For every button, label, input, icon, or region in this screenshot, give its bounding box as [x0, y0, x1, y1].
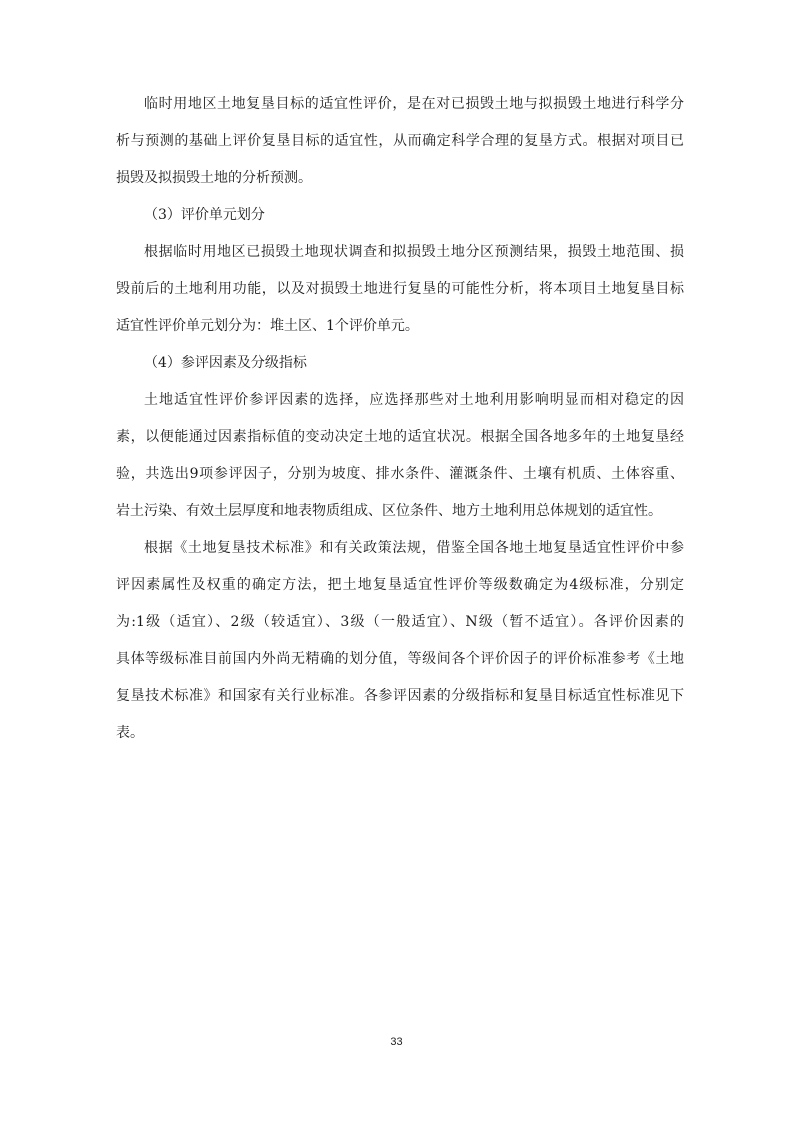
paragraph-factors [116, 382, 684, 530]
heading-text: （3）评价单元划分 [144, 207, 265, 223]
text-line: 土地适宜性评价参评因素的选择，应选择那些对土地利用影响明显而相对稳定的因 [144, 392, 684, 408]
text-line: 为:1级（适宜）、2级（较适宜）、3级（一般适宜）、N级（暂不适宜）。各评价因素的 [116, 614, 684, 630]
page-number: 33 [390, 1036, 403, 1048]
heading-text: （4）参评因素及分级指标 [144, 355, 307, 371]
text-line: 损毁及拟损毁土地的分析预测。 [116, 170, 312, 186]
text-line: 析与预测的基础上评价复垦目标的适宜性，从而确定科学合理的复垦方式。根据对项目已 [116, 133, 684, 149]
text-line: 岩土污染、有效土层厚度和地表物质组成、区位条件、地方土地利用总体规划的适宜性。 [116, 503, 662, 519]
text-line: 评因素属性及权重的确定方法，把土地复垦适宜性评价等级数确定为4级标准，分别定 [116, 577, 684, 593]
text-line: 适宜性评价单元划分为：堆土区、1个评价单元。 [116, 318, 419, 334]
section-heading-factors [116, 345, 684, 382]
text-line: 毁前后的土地利用功能，以及对损毁土地进行复垦的可能性分析，将本项目土地复垦目标 [116, 281, 684, 297]
document-body [116, 86, 684, 752]
text-line: 根据《土地复垦技术标准》和有关政策法规，借鉴全国各地土地复垦适宜性评价中参 [144, 540, 684, 556]
text-line: 复垦技术标准》和国家有关行业标准。各参评因素的分级指标和复垦目标适宜性标准见下 [116, 688, 684, 704]
text-line: 具体等级标准目前国内外尚无精确的划分值，等级间各个评价因子的评价标准参考《土地 [116, 651, 684, 667]
paragraph-standards [116, 530, 684, 752]
paragraph-evaluation-unit [116, 234, 684, 345]
section-heading-evaluation-unit [116, 197, 684, 234]
text-line: 根据临时用地区已损毁土地现状调查和拟损毁土地分区预测结果，损毁土地范围、损 [144, 244, 684, 260]
text-line: 表。 [116, 725, 144, 741]
text-line: 素，以便能通过因素指标值的变动决定土地的适宜状况。根据全国各地多年的土地复垦经 [116, 429, 684, 445]
text-line: 验，共选出9项参评因子，分别为坡度、排水条件、灌溉条件、土壤有机质、土体容重、 [116, 466, 684, 482]
text-line: 临时用地区土地复垦目标的适宜性评价，是在对已损毁土地与拟损毁土地进行科学分 [144, 96, 684, 112]
paragraph-suitability-intro [116, 86, 684, 197]
